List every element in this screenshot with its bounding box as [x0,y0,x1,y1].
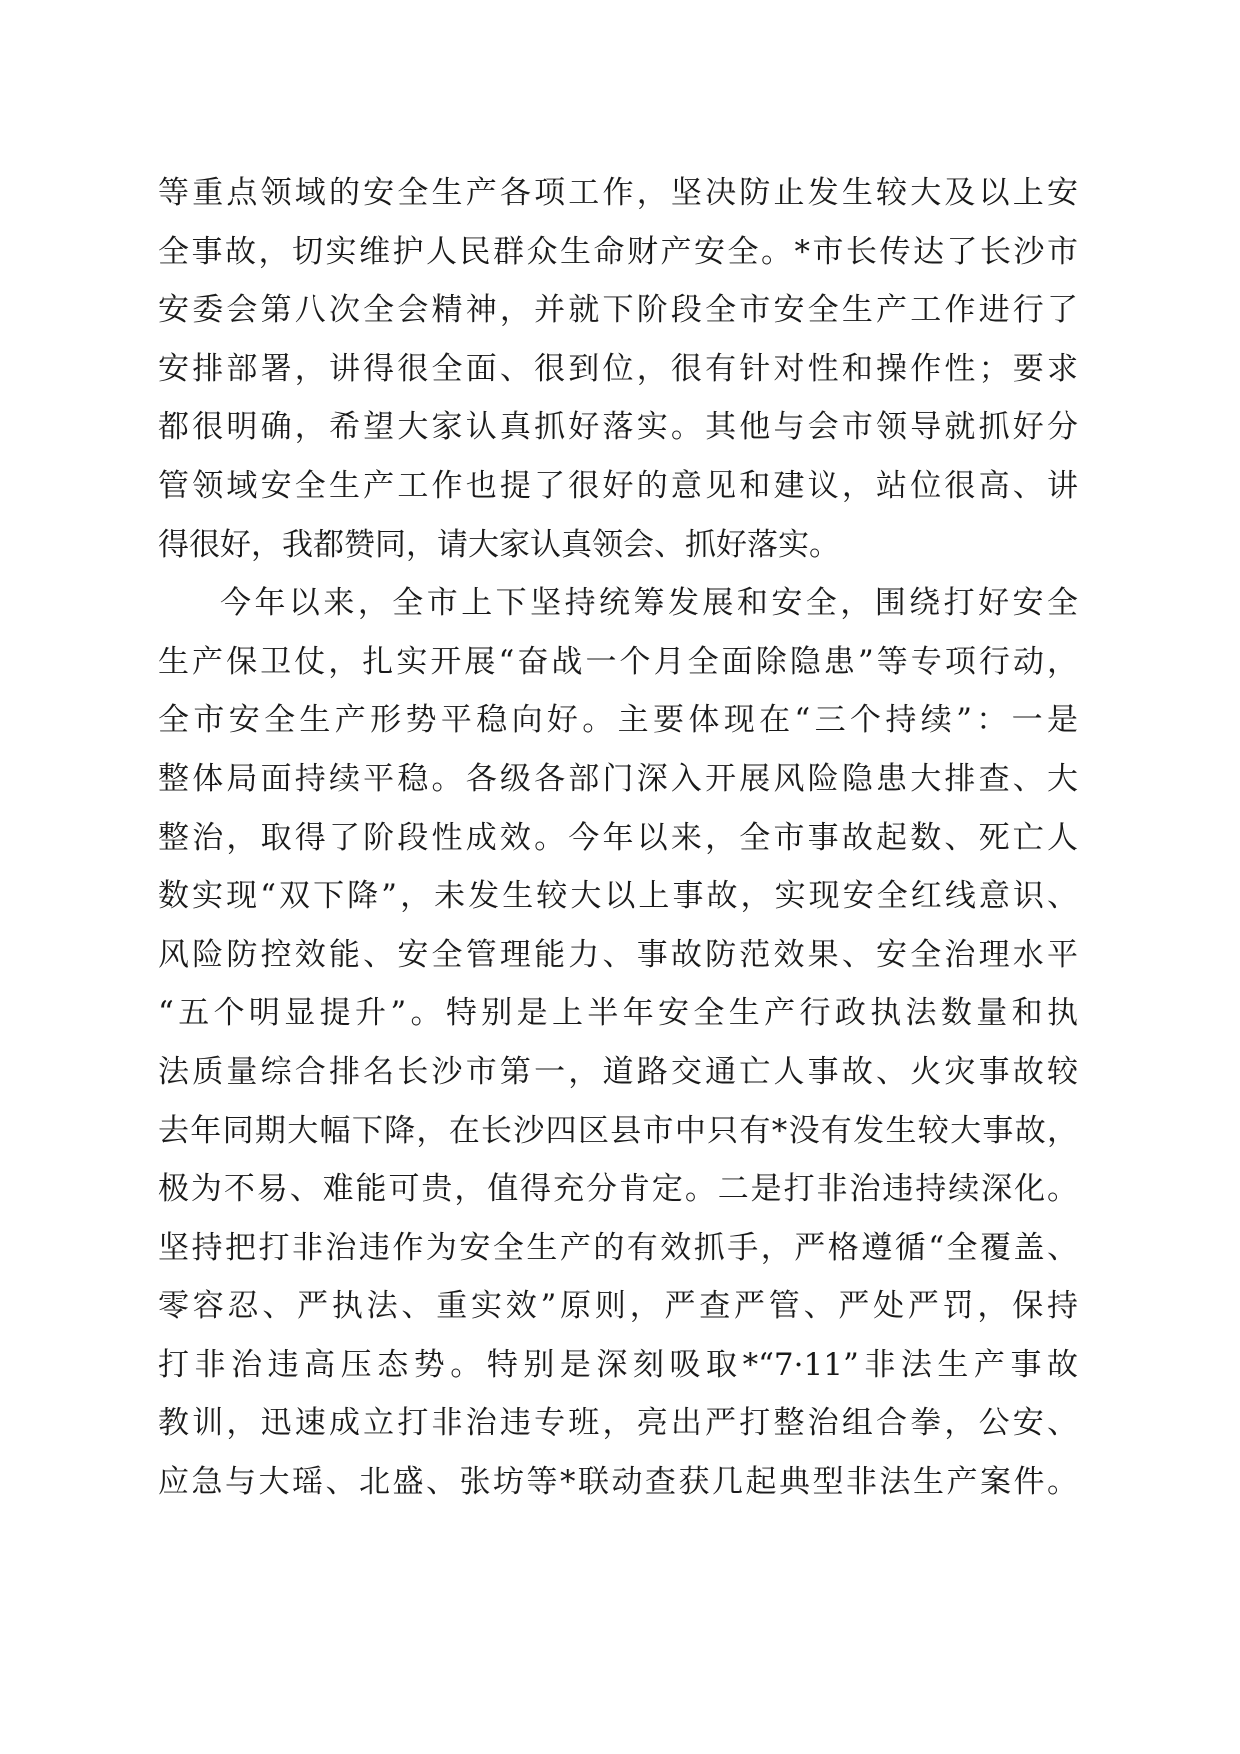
text-line: 坚持把打非治违作为安全生产的有效抓手，严格遵循“全覆盖、 [158,1229,1078,1266]
text-line: 教训，迅速成立打非治违专班，亮出严打整治组合拳，公安、 [158,1405,1078,1442]
text-line: 等重点领域的安全生产各项工作，坚决防止发生较大及以上安 [158,175,1078,211]
text-line: 法质量综合排名长沙市第一，道路交通亡人事故、火灾事故较 [158,1053,1078,1090]
text-line: 整体局面持续平稳。各级各部门深入开展风险隐患大排查、大 [158,760,1078,797]
text-line: 去年同期大幅下降，在长沙四区县市中只有*没有发生较大事故， [158,1112,1078,1149]
text-line: 风险防控效能、安全管理能力、事故防范效果、安全治理水平 [158,936,1078,973]
text-line: 安排部署，讲得很全面、很到位，很有针对性和操作性；要求 [158,350,1078,387]
text-line: 应急与大瑶、北盛、张坊等*联动查获几起典型非法生产案件。 [158,1464,1078,1501]
text-line: 零容忍、严执法、重实效”原则，严查严管、严处严罚，保持 [158,1288,1078,1325]
text-line: “五个明显提升”。特别是上半年安全生产行政执法数量和执 [158,995,1078,1032]
text-line: 全事故，切实维护人民群众生命财产安全。*市长传达了长沙市 [158,233,1078,270]
text-line: 都很明确，希望大家认真抓好落实。其他与会市领导就抓好分 [158,409,1078,446]
body-text [158,164,1078,1512]
text-line: 生产保卫仗，扎实开展“奋战一个月全面除隐患”等专项行动， [158,643,1078,680]
text-line: 数实现“双下降”，未发生较大以上事故，实现安全红线意识、 [158,878,1078,915]
text-line: 全市安全生产形势平稳向好。主要体现在“三个持续”：一是 [158,702,1078,739]
text-line: 打非治违高压态势。特别是深刻吸取*“7·11”非法生产事故 [158,1346,1078,1383]
text-line: 安委会第八次全会精神，并就下阶段全市安全生产工作进行了 [158,292,1078,329]
text-line: 管领域安全生产工作也提了很好的意见和建议，站位很高、讲 [158,467,1078,504]
text-line: 极为不易、难能可贵，值得充分肯定。二是打非治违持续深化。 [158,1171,1078,1208]
text-line: 整治，取得了阶段性成效。今年以来，全市事故起数、死亡人 [158,819,1078,856]
paragraph-first-line: 今年以来，全市上下坚持统筹发展和安全，围绕打好安全 [220,585,1078,622]
text-line: 得很好，我都赞同，请大家认真领会、抓好落实。 [158,526,840,563]
